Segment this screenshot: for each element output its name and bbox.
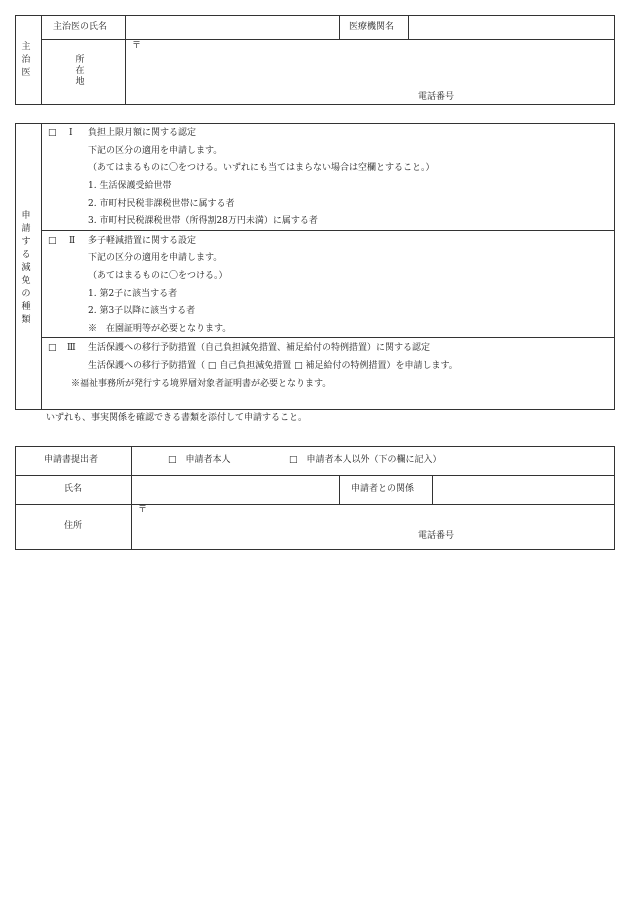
section-2-line2: （あてはまるものに〇をつける。） [88, 271, 228, 281]
border [15, 15, 16, 105]
address-label: 住所 [64, 521, 83, 531]
border [15, 549, 615, 550]
border [15, 475, 615, 476]
section-3-checkbox[interactable]: □ [48, 343, 57, 353]
footnote: いずれも、事実関係を確認できる書類を添付して申請すること。 [46, 413, 308, 423]
section-3-note: ※福祉事務所が発行する境界層対象者証明書が必要となります。 [71, 379, 332, 389]
border [15, 446, 16, 550]
border [41, 230, 615, 231]
section-1-item[interactable]: 3. 市町村民税課税世帯（所得割28万円未満）に属する者 [88, 216, 318, 226]
doctor-name-label: 主治医の氏名 [53, 22, 108, 32]
border [41, 337, 615, 338]
border [41, 123, 42, 410]
border [614, 123, 615, 410]
phone-label: 電話番号 [418, 531, 455, 541]
section-1-line2: （あてはまるものに〇をつける。いずれにも当てはまらない場合は空欄とすること。） [88, 163, 435, 173]
border [41, 39, 615, 40]
section-2-item[interactable]: 1. 第2子に該当する者 [88, 289, 178, 299]
border [15, 15, 615, 16]
border [614, 446, 615, 550]
section-3-numeral: Ⅲ [67, 343, 76, 353]
section-3-line1: 生活保護への移行予防措置（ □ 自己負担減免措置 □ 補足給付の特例措置）を申請します。 [88, 361, 458, 371]
postal-mark: 〒 [132, 41, 142, 51]
option-applicant-other[interactable]: □ 申請者本人以外（下の欄に記入） [289, 455, 442, 465]
relation-label: 申請者との関係 [351, 484, 415, 494]
postal-mark: 〒 [138, 505, 148, 515]
section-3-title: 生活保護への移行予防措置（自己負担減免措置、補足給付の特例措置）に関する認定 [88, 343, 431, 353]
section-2-title: 多子軽減措置に関する設定 [88, 236, 197, 246]
section-1-checkbox[interactable]: □ [48, 128, 57, 138]
border [408, 15, 409, 39]
phone-label: 電話番号 [418, 92, 455, 102]
section-2-line1: 下記の区分の適用を申請します。 [88, 253, 223, 263]
border [339, 475, 340, 505]
section-1-line1: 下記の区分の適用を申請します。 [88, 146, 223, 156]
border [432, 475, 433, 505]
section-1-title: 負担上限月額に関する認定 [88, 128, 197, 138]
border [15, 446, 615, 447]
border [15, 123, 615, 124]
section-2-item[interactable]: 2. 第3子以降に該当する者 [88, 306, 196, 316]
option-applicant-self[interactable]: □ 申請者本人 [168, 455, 231, 465]
submitter-label: 申請書提出者 [44, 455, 99, 465]
border [125, 15, 126, 105]
section-2-numeral: Ⅱ [69, 236, 76, 246]
border [15, 504, 615, 505]
section-1-item[interactable]: 2. 市町村民税非課税世帯に属する者 [88, 199, 235, 209]
name-label: 氏名 [64, 484, 83, 494]
border [41, 15, 42, 105]
border [15, 409, 615, 410]
address-label: 所 在 地 [75, 55, 85, 87]
institution-label: 医療機関名 [349, 22, 395, 32]
border [131, 446, 132, 550]
section-2-note: ※ 在園証明等が必要となります。 [88, 324, 232, 334]
border [15, 123, 16, 410]
border [614, 15, 615, 105]
border [339, 15, 340, 39]
border [15, 104, 615, 105]
section-1-numeral: Ⅰ [69, 128, 73, 138]
section-1-item[interactable]: 1. 生活保護受給世帯 [88, 181, 172, 191]
section-2-checkbox[interactable]: □ [48, 236, 57, 246]
exemption-side-label: 申 請 す る 減 免 の 種 類 [21, 211, 31, 325]
doctor-side-label: 主 治 医 [21, 42, 31, 78]
